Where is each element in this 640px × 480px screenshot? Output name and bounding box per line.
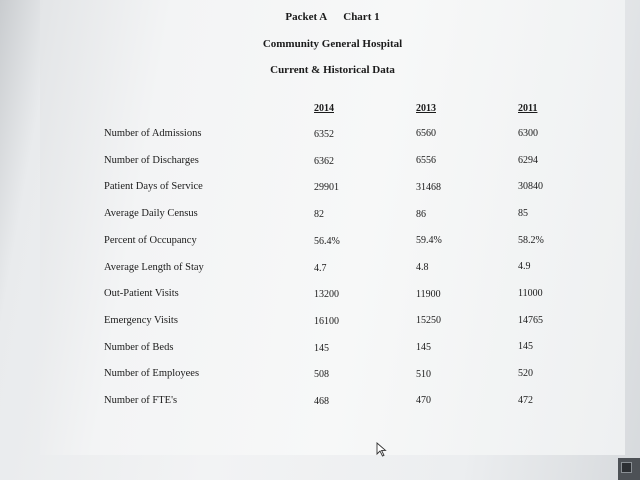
table-cell: 86 <box>416 208 426 220</box>
table-cell: 4.9 <box>518 261 531 273</box>
table-cell: 520 <box>518 368 533 380</box>
table-cell: 6352 <box>314 129 334 140</box>
column-header-2: 2011 <box>518 103 538 114</box>
table-cell: 29901 <box>314 182 339 194</box>
table-cell: 470 <box>416 395 431 407</box>
arrow-cursor-icon <box>376 442 388 458</box>
table-cell: 30840 <box>518 181 543 193</box>
row-label: Number of Employees <box>104 368 200 380</box>
row-label: Number of FTE's <box>104 395 178 406</box>
row-label: Number of Beds <box>104 341 174 353</box>
packet-chart-heading <box>40 11 625 23</box>
table-cell: 56.4% <box>314 235 340 247</box>
table-cell: 145 <box>518 341 533 353</box>
table-cell: 510 <box>416 368 431 380</box>
taskbar-app-icon[interactable] <box>621 462 632 473</box>
document-page <box>40 0 625 455</box>
row-label: Out-Patient Visits <box>104 288 179 300</box>
hospital-name: Community General Hospital <box>262 38 403 50</box>
column-header-0: 2014 <box>314 103 334 114</box>
table-cell: 16100 <box>314 315 339 327</box>
column-header-1: 2013 <box>416 103 436 114</box>
table-cell: 58.2% <box>518 234 544 246</box>
table-cell: 145 <box>416 342 431 353</box>
table-cell: 468 <box>314 396 329 407</box>
table-cell: 13200 <box>314 289 339 301</box>
table-cell: 11000 <box>518 288 543 299</box>
table-cell: 6560 <box>416 128 436 140</box>
row-label: Average Length of Stay <box>104 261 204 273</box>
table-cell: 6294 <box>518 154 538 166</box>
row-label: Emergency Visits <box>104 314 178 326</box>
table-cell: 145 <box>314 342 329 354</box>
table-cell: 82 <box>314 209 324 221</box>
table-cell: 11900 <box>416 288 441 300</box>
row-label: Number of Discharges <box>104 154 199 166</box>
table-cell: 85 <box>518 207 528 219</box>
row-label: Percent of Occupancy <box>104 234 197 246</box>
packet-label: Packet A <box>285 11 328 23</box>
table-cell: 6362 <box>314 155 334 167</box>
table-cell: 6300 <box>518 127 538 139</box>
chart-label: Chart 1 <box>343 11 380 23</box>
row-label: Patient Days of Service <box>104 181 203 193</box>
table-cell: 14765 <box>518 314 543 326</box>
table-cell: 31468 <box>416 181 441 193</box>
row-label: Number of Admissions <box>104 128 202 139</box>
table-cell: 4.8 <box>416 261 429 273</box>
table-cell: 6556 <box>416 155 436 167</box>
table-cell: 59.4% <box>416 235 442 247</box>
table-cell: 4.7 <box>314 262 327 274</box>
table-cell: 15250 <box>416 315 441 327</box>
row-label: Average Daily Census <box>104 208 198 220</box>
table-cell: 472 <box>518 394 533 406</box>
report-subtitle: Current & Historical Data <box>270 64 395 76</box>
table-cell: 508 <box>314 369 329 381</box>
